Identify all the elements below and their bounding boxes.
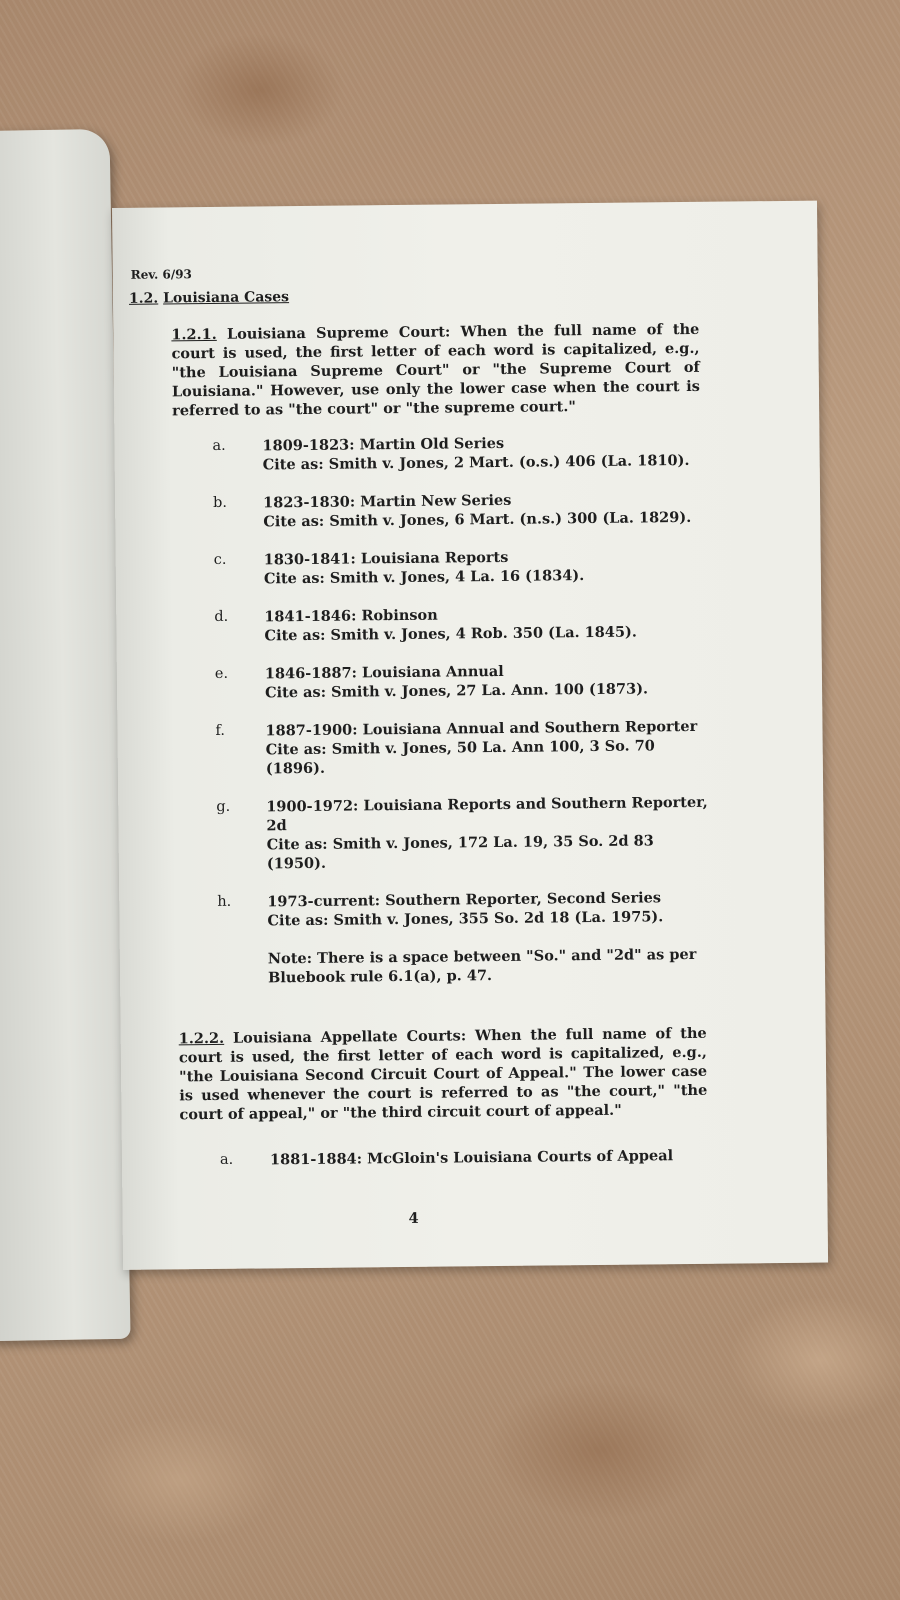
list-item [220, 1146, 673, 1170]
list-item [215, 717, 716, 779]
list-item [214, 546, 714, 589]
paragraph-1-2-2 [179, 1024, 708, 1125]
section-heading [129, 288, 289, 309]
item-label: e. [214, 665, 229, 682]
item-cite: Cite as: Smith v. Jones, 355 So. 2d 18 (La. 1975). [267, 908, 664, 930]
section-number: 1.2. [128, 290, 159, 307]
document-page [112, 201, 828, 1270]
facing-page [0, 129, 131, 1341]
revision-label: Rev. 6/93 [130, 267, 192, 282]
list-item [217, 888, 717, 931]
item-title: 1881-1884: McGloin's Louisiana Courts of Appeal [269, 1147, 674, 1169]
item-title: 1841-1846: Robinson [264, 606, 438, 626]
list-item [215, 660, 715, 703]
list-item [212, 432, 712, 475]
item-title: 1900-1972: Louisiana Reports and Southern Reporter, 2d [266, 793, 708, 835]
item-cite: Cite as: Smith v. Jones, 2 Mart. (o.s.) 406 (La. 1810). [262, 451, 690, 474]
list-item [214, 603, 714, 646]
item-cite: Cite as: Smith v. Jones, 6 Mart. (n.s.) 300 (La. 1829). [263, 508, 692, 531]
paragraph-text: Louisiana Appellate Courts: When the full name of the court is used, the first letter of each word is capitalized, e.g., "the Louisiana Second Circuit Court of Appeal." The lower case is used whenever the court is referred to as "the court," "the court of appeal," or "the third circuit court of appeal." [178, 1024, 708, 1124]
item-cite: Cite as: Smith v. Jones, 172 La. 19, 35 So. 2d 83 (1950). [266, 832, 654, 873]
item-title: 1846-1887: Louisiana Annual [264, 662, 504, 683]
paragraph-text: Louisiana Supreme Court: When the full name of the court is used, the first letter of each word is capitalized, e.g., "the Louisiana Supreme Court" or "the Supreme Court of Louisiana." However, use only the lower case when the court is referred to as "the court" or "the supreme court." [171, 320, 700, 420]
list-item [216, 793, 717, 874]
item-label: f. [215, 722, 226, 739]
paragraph-number: 1.2.2. [178, 1029, 225, 1048]
item-title: 1973-current: Southern Reporter, Second Series [267, 889, 662, 911]
item-cite: Cite as: Smith v. Jones, 4 Rob. 350 (La. 1845). [264, 623, 637, 645]
item-label: d. [214, 608, 229, 625]
item-label: a. [212, 437, 226, 454]
item-label: g. [216, 798, 231, 815]
citation-list [212, 432, 718, 988]
item-cite: Cite as: Smith v. Jones, 50 La. Ann 100, 3 So. 70 (1896). [265, 737, 655, 778]
item-cite: Cite as: Smith v. Jones, 27 La. Ann. 100 (1873). [264, 680, 649, 702]
item-label: h. [217, 893, 232, 910]
item-title: 1823-1830: Martin New Series [263, 491, 512, 512]
item-title: 1830-1841: Louisiana Reports [263, 548, 509, 569]
paragraph-number: 1.2.1. [171, 325, 217, 344]
item-label: a. [219, 1151, 234, 1168]
page-number: 4 [408, 1209, 419, 1227]
item-label: b. [213, 494, 228, 511]
note: Note: There is a space between "So." and "2d" as per Bluebook rule 6.1(a), p. 47. [267, 945, 697, 987]
paragraph-1-2-1 [171, 320, 700, 421]
section-title: Louisiana Cases [162, 289, 290, 307]
item-title: 1809-1823: Martin Old Series [262, 434, 505, 455]
item-title: 1887-1900: Louisiana Annual and Southern Reporter [265, 717, 698, 740]
item-cite: Cite as: Smith v. Jones, 4 La. 16 (1834). [263, 567, 585, 588]
item-label: c. [213, 551, 227, 568]
list-item [213, 489, 713, 532]
